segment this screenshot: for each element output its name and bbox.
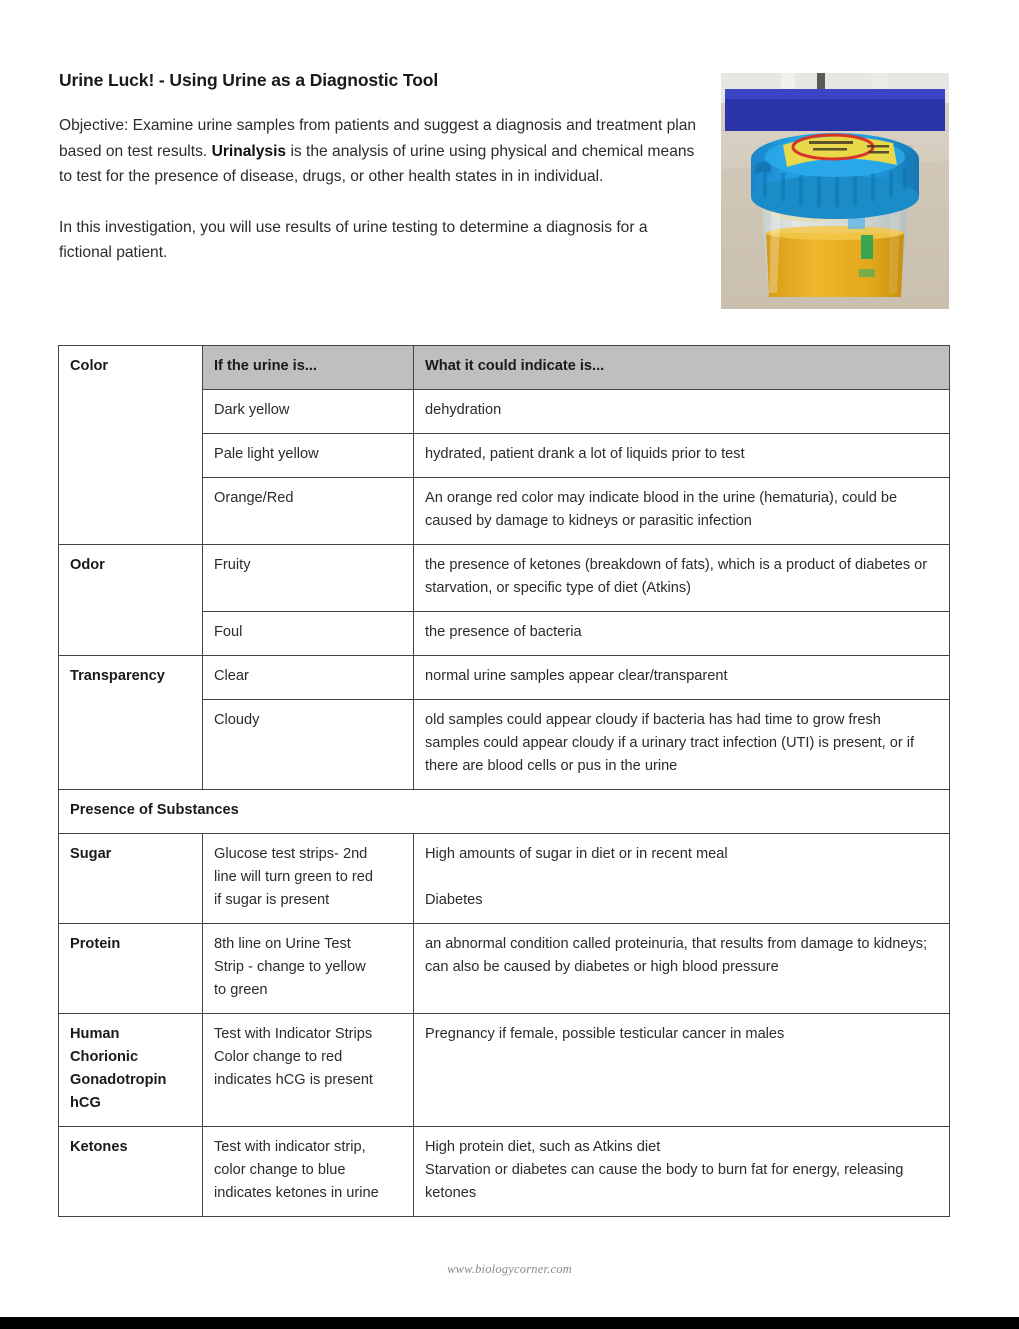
indication-line: High protein diet, such as Atkins diet xyxy=(425,1139,661,1155)
indication-cell: dehydration xyxy=(414,390,950,434)
page-bottom-bar xyxy=(0,1317,1019,1329)
condition-line: Color change to red xyxy=(214,1049,343,1065)
column-header-condition: If the urine is... xyxy=(203,346,414,390)
table-row xyxy=(59,1014,950,1127)
table-section-row xyxy=(59,790,950,834)
intro-paragraph-1 xyxy=(59,113,699,190)
category-line: hCG xyxy=(70,1095,101,1111)
indication-cell: old samples could appear cloudy if bacteria has had time to grow fresh samples could appear cloudy if a urinary tract infection (UTI) is present, or if there are blood cells or pus in the urine xyxy=(414,700,950,790)
condition-cell: Dark yellow xyxy=(203,390,414,434)
intro-p1-part1: Objective: Examine urine samples from patients and suggest a diagnosis and treatment plan based on test results. xyxy=(59,117,697,160)
indication-cell xyxy=(414,834,950,924)
urinalysis-reference-table-wrapper xyxy=(58,345,949,1217)
indication-cell: An orange red color may indicate blood in the urine (hematuria), could be caused by damage to kidneys or parasitic infection xyxy=(414,478,950,545)
intro-p1-part2: is the analysis of urine using physical and chemical means to test for the presence of disease, drugs, or other health states in in individual. xyxy=(59,142,695,185)
category-cell-protein: Protein xyxy=(59,924,203,1014)
table-row xyxy=(59,545,950,612)
table-row xyxy=(59,656,950,700)
condition-cell xyxy=(203,1014,414,1127)
condition-line: Test with Indicator Strips xyxy=(214,1026,373,1042)
category-cell-ketones: Ketones xyxy=(59,1127,203,1217)
urine-cup-illustration xyxy=(721,73,949,309)
indication-line: Diabetes xyxy=(425,892,483,908)
condition-line: line will turn green to red xyxy=(214,869,373,885)
urinalysis-term: Urinalysis xyxy=(211,142,287,160)
indication-cell: normal urine samples appear clear/transparent xyxy=(414,656,950,700)
condition-cell: Orange/Red xyxy=(203,478,414,545)
condition-cell: Cloudy xyxy=(203,700,414,790)
condition-cell: Foul xyxy=(203,612,414,656)
condition-line: Strip - change to yellow xyxy=(214,959,366,975)
condition-cell xyxy=(203,924,414,1014)
category-line: Gonadotropin xyxy=(70,1072,167,1088)
condition-cell: Clear xyxy=(203,656,414,700)
footer-url: www.biologycorner.com xyxy=(447,1262,572,1276)
category-line: Chorionic xyxy=(70,1049,139,1065)
condition-line: indicates ketones in urine xyxy=(214,1185,379,1201)
table-row xyxy=(59,1127,950,1217)
indication-cell: the presence of bacteria xyxy=(414,612,950,656)
category-cell-transparency: Transparency xyxy=(59,656,203,790)
condition-cell: Fruity xyxy=(203,545,414,612)
condition-line: to green xyxy=(214,982,268,998)
intro-text-block xyxy=(59,113,699,266)
indication-cell: the presence of ketones (breakdown of fats), which is a product of diabetes or starvation, or specific type of diet (Atkins) xyxy=(414,545,950,612)
indication-cell: an abnormal condition called proteinuria, that results from damage to kidneys; can also be caused by diabetes or high blood pressure xyxy=(414,924,950,1014)
section-header-presence-of-substances: Presence of Substances xyxy=(59,790,950,834)
urinalysis-reference-table xyxy=(58,345,950,1217)
table-row xyxy=(59,924,950,1014)
category-cell-color: Color xyxy=(59,346,203,545)
condition-cell xyxy=(203,834,414,924)
category-cell-odor: Odor xyxy=(59,545,203,656)
indication-cell: hydrated, patient drank a lot of liquids prior to test xyxy=(414,434,950,478)
condition-line: indicates hCG is present xyxy=(214,1072,373,1088)
indication-cell xyxy=(414,1127,950,1217)
indication-line: Starvation or diabetes can cause the body to burn fat for energy, releasing ketones xyxy=(425,1162,904,1201)
intro-paragraph-2: In this investigation, you will use results of urine testing to determine a diagnosis for a fictional patient. xyxy=(59,218,648,261)
table-row xyxy=(59,834,950,924)
condition-line: 8th line on Urine Test xyxy=(214,936,351,952)
condition-line: Glucose test strips- 2nd xyxy=(214,846,368,862)
blank-line xyxy=(425,866,938,889)
urine-sample-cup-photo xyxy=(721,73,949,309)
category-cell-sugar: Sugar xyxy=(59,834,203,924)
category-line: Human xyxy=(70,1026,120,1042)
condition-line: Test with indicator strip, xyxy=(214,1139,366,1155)
condition-cell: Pale light yellow xyxy=(203,434,414,478)
condition-line: color change to blue xyxy=(214,1162,346,1178)
condition-cell xyxy=(203,1127,414,1217)
column-header-indication: What it could indicate is... xyxy=(414,346,950,390)
condition-line: if sugar is present xyxy=(214,892,330,908)
indication-line: High amounts of sugar in diet or in recent meal xyxy=(425,846,728,862)
page-title: Urine Luck! - Using Urine as a Diagnostic Tool xyxy=(59,69,439,90)
table-header-row xyxy=(59,346,950,390)
indication-cell: Pregnancy if female, possible testicular cancer in males xyxy=(414,1014,950,1127)
category-cell-hcg xyxy=(59,1014,203,1127)
